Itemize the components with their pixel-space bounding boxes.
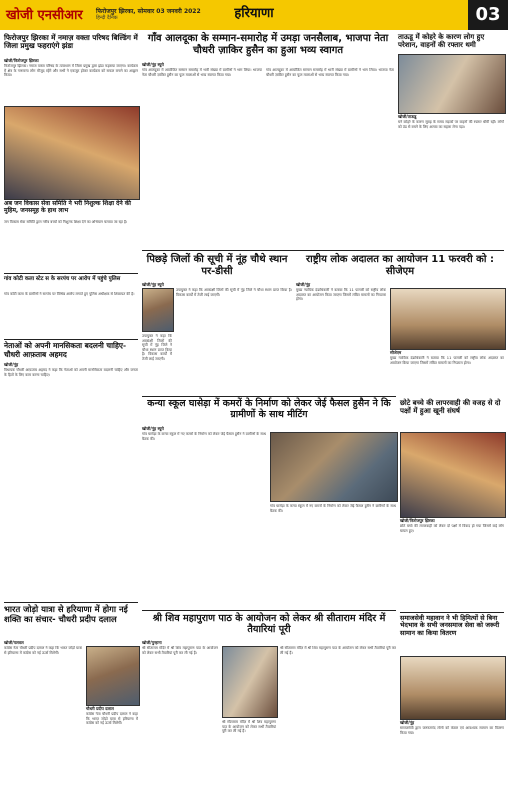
story-byline: खोजी/नूंह bbox=[400, 720, 415, 725]
story-body: श्री सीताराम मंदिर में श्री शिव महापुराण पाठ के आयोजन को लेकर सभी तैयारियां पूरी कर ली गई हैं। bbox=[142, 646, 218, 655]
story-body: समाजसेवी द्वारा जरूरतमंद लोगों को कंबल एवं आवश्यक सामान का वितरण किया गया। bbox=[400, 726, 504, 735]
story-headline: श्री शिव महापुराण पाठ के आयोजन को लेकर श्री सीताराम मंदिर में तैयारियां पूरी bbox=[152, 613, 386, 636]
story-body: फिरोजपुर झिरका। नमाज वक्ता परिषद के तत्वाधान में जिला प्रमुख द्वारा झंडा फहराया जाएगा। कार्यक्रम में क्षेत्र के गणमान्य लोग मौजूद रहेंगे और सभी ने एकजुट होकर कार्यक्रम को सफल बनाने का आह्वान किया। bbox=[4, 64, 138, 78]
divider bbox=[4, 602, 138, 603]
story-headline: समाजसेवी महावान ने भी हिमित्यों से बिना भेदभाव के सभी जनसमाज सेवा को जरूरी सामान का किया वितरण bbox=[400, 614, 500, 637]
page-number: 03 bbox=[468, 0, 508, 30]
photo-caption: सीजेएम bbox=[390, 350, 402, 355]
story-headline: गाँव आलदूका के सम्मान-समारोह में उमड़ा जनसैलाब, भाजपा नेता चौधरी ज़ाकिर हुसैन का हुआ भव्य स्वागत bbox=[147, 33, 389, 56]
story-byline: खोजी/नूंह ब्यूरो bbox=[142, 62, 164, 67]
story-body: जन विकास सेवा समिति द्वारा गरीब बच्चों को निशुल्क शिक्षा देने का अभियान चलाया जा रहा है। bbox=[4, 220, 128, 224]
divider bbox=[142, 396, 396, 397]
story-body-continued: गांव घासेड़ा के कन्या स्कूल में नए कमरों के निर्माण को लेकर जेई फैसल हुसैन ने ग्रामीणों के साथ बैठक की। bbox=[270, 504, 396, 513]
story-byline: खोजी/पुन्हाना bbox=[142, 640, 162, 645]
person-photo bbox=[142, 288, 174, 332]
story-headline: अब जन विकास सेवा समिति ने भरी निशुल्क शिक्षा देने की मुहिम, जनसमूह के हाथ लाभ bbox=[4, 200, 131, 214]
story-body-continued: उपायुक्त ने कहा कि आकांक्षी जिलों की सूची में नूंह जिले ने चौथा स्थान प्राप्त किया है। विकास कार्यों में तेजी लाई जाएगी। bbox=[142, 334, 172, 361]
story-body-continued: श्री सीताराम मंदिर में श्री शिव महापुराण पाठ के आयोजन को लेकर सभी तैयारियां पूरी कर ली गई हैं। bbox=[222, 720, 276, 734]
divider bbox=[4, 339, 138, 340]
story-body-continued: श्री सीताराम मंदिर में श्री शिव महापुराण पाठ के आयोजन को लेकर सभी तैयारियां पूरी कर ली गई हैं। bbox=[280, 646, 396, 655]
photo-caption: चौधरी प्रदीप दलाल bbox=[86, 706, 114, 711]
news-photo bbox=[398, 54, 506, 114]
story-body: छोटे बच्चे की लापरवाही को लेकर दो पक्षों में विवाद हो गया जिसमें कई लोग घायल हुए। bbox=[400, 524, 504, 533]
story-body-continued: मुख्य न्यायिक दंडाधिकारी ने बताया कि 11 फरवरी को राष्ट्रीय लोक अदालत का आयोजन किया जाएगा जिसमें लंबित मामलों का निपटारा होगा। bbox=[390, 356, 504, 365]
story-body: उपायुक्त ने कहा कि आकांक्षी जिलों की सूची में नूंह जिले ने चौथा स्थान प्राप्त किया है। विकास कार्यों में तेजी लाई जाएगी। bbox=[176, 288, 292, 297]
story-byline: खोजी/ताऊडू bbox=[398, 114, 417, 119]
story-byline: खोजी/फिरोजपुर झिरका bbox=[400, 518, 435, 523]
story-byline: खोजी/नूंह ब्यूरो bbox=[142, 426, 164, 431]
story-headline: भारत जोड़ो यात्रा से हरियाणा में होगा नई शक्ति का संचार- चौधरी प्रदीप दलाल bbox=[4, 604, 128, 624]
story-body: मुख्य न्यायिक दंडाधिकारी ने बताया कि 11 फरवरी को राष्ट्रीय लोक अदालत का आयोजन किया जाएगा जिसमें लंबित मामलों का निपटारा होगा। bbox=[296, 288, 386, 302]
divider bbox=[142, 250, 504, 251]
story-byline: खोजी/फिरोजपुर झिरका bbox=[4, 58, 39, 63]
news-photo bbox=[400, 656, 506, 720]
story-headline: राष्ट्रीय लोक अदालत का आयोजन 11 फरवरी को : सीजेएम bbox=[306, 254, 494, 277]
story-body: गांव आलदूका में आयोजित सम्मान समारोह में भारी संख्या में ग्रामीणों ने भाग लिया। भाजपा नेता चौधरी ज़ाकिर हुसैन का फूल मालाओं से भव्य स्वागत किया गया। bbox=[142, 68, 262, 77]
story-body: गांव घासेड़ा के कन्या स्कूल में नए कमरों के निर्माण को लेकर जेई फैसल हुसैन ने ग्रामीणों के साथ बैठक की। bbox=[142, 432, 266, 441]
divider bbox=[4, 273, 138, 274]
story-body: घने कोहरे के कारण सुबह के समय सड़कों पर वाहनों की रफ्तार धीमी रही। लोगों को ठंड से बचने के लिए अलाव का सहारा लेना पड़ा। bbox=[398, 120, 504, 129]
story-headline: गांव कोटी कला स्टेट स के सरपंच पर आरोप में पहुंचे पुलिस bbox=[4, 276, 121, 282]
person-photo bbox=[86, 646, 140, 706]
story-headline: छोटे बच्चे की लापरवाही की वजह से दो पक्षों में हुआ खूनी संघर्ष bbox=[400, 399, 501, 416]
issue-line: हिन्दी दैनिक bbox=[96, 15, 118, 21]
masthead bbox=[0, 0, 508, 30]
story-byline: खोजी/नूंह ब्यूरो bbox=[142, 282, 164, 287]
story-body: गांव कोटी कला के ग्रामीणों ने सरपंच पर विभिन्न आरोप लगाते हुए पुलिस अधीक्षक से शिकायत की है। bbox=[4, 292, 135, 296]
divider bbox=[142, 610, 396, 611]
story-headline: कन्या स्कूल घासेड़ा में कमरों के निर्माण को लेकर जेई फैसल हुसैन ने कि ग्रामीणों के साथ मीटिंग bbox=[147, 398, 391, 420]
story-byline: खोजी/पलवल bbox=[4, 640, 24, 645]
news-photo bbox=[390, 288, 506, 350]
story-headline: ताऊडू में कोहरे के कारण लोग हुए परेशान, वाहनों की रफ्तार थमी bbox=[398, 33, 485, 50]
news-photo bbox=[400, 432, 506, 518]
story-headline: पिछड़े जिलों की सूची में नूंह चौथे स्थान पर-डीसी bbox=[146, 254, 288, 277]
story-byline: खोजी/नूंह bbox=[296, 282, 311, 287]
news-photo bbox=[270, 432, 398, 502]
divider bbox=[400, 612, 504, 613]
story-body-continued: गांव आलदूका में आयोजित सम्मान समारोह में भारी संख्या में ग्रामीणों ने भाग लिया। भाजपा नेता चौधरी ज़ाकिर हुसैन का फूल मालाओं से भव्य स्वागत किया गया। bbox=[266, 68, 394, 77]
story-body: कांग्रेस नेता चौधरी प्रदीप दलाल ने कहा कि भारत जोड़ो यात्रा से हरियाणा में कांग्रेस को नई ऊर्जा मिलेगी। bbox=[4, 646, 82, 655]
story-byline: खोजी/नूंह bbox=[4, 362, 19, 367]
section-title: हरियाणा bbox=[234, 6, 274, 21]
date-line: फिरोजपुर झिरका, सोमवार 03 जनवरी 2022 bbox=[96, 8, 201, 15]
story-headline: नेताओं को अपनी मानसिकता बदलनी चाहिए-चौधरी आफ़ताब अहमद bbox=[4, 341, 127, 359]
person-photo bbox=[222, 646, 278, 718]
story-headline: फिरोजपुर झिरका में नमाज़ वक्ता परिषद बिल्डिंग में जिला प्रमुख फहराएंगे झंडा bbox=[4, 33, 138, 51]
news-photo bbox=[4, 106, 140, 200]
story-body: विधायक चौधरी आफ़ताब अहमद ने कहा कि नेताओं को अपनी मानसिकता बदलनी चाहिए और जनता के हितों के लिए काम करना चाहिए। bbox=[4, 368, 138, 377]
newspaper-name: खोजी एनसीआर bbox=[6, 8, 83, 23]
story-body-continued: कांग्रेस नेता चौधरी प्रदीप दलाल ने कहा कि भारत जोड़ो यात्रा से हरियाणा में कांग्रेस को नई ऊर्जा मिलेगी। bbox=[86, 712, 138, 726]
